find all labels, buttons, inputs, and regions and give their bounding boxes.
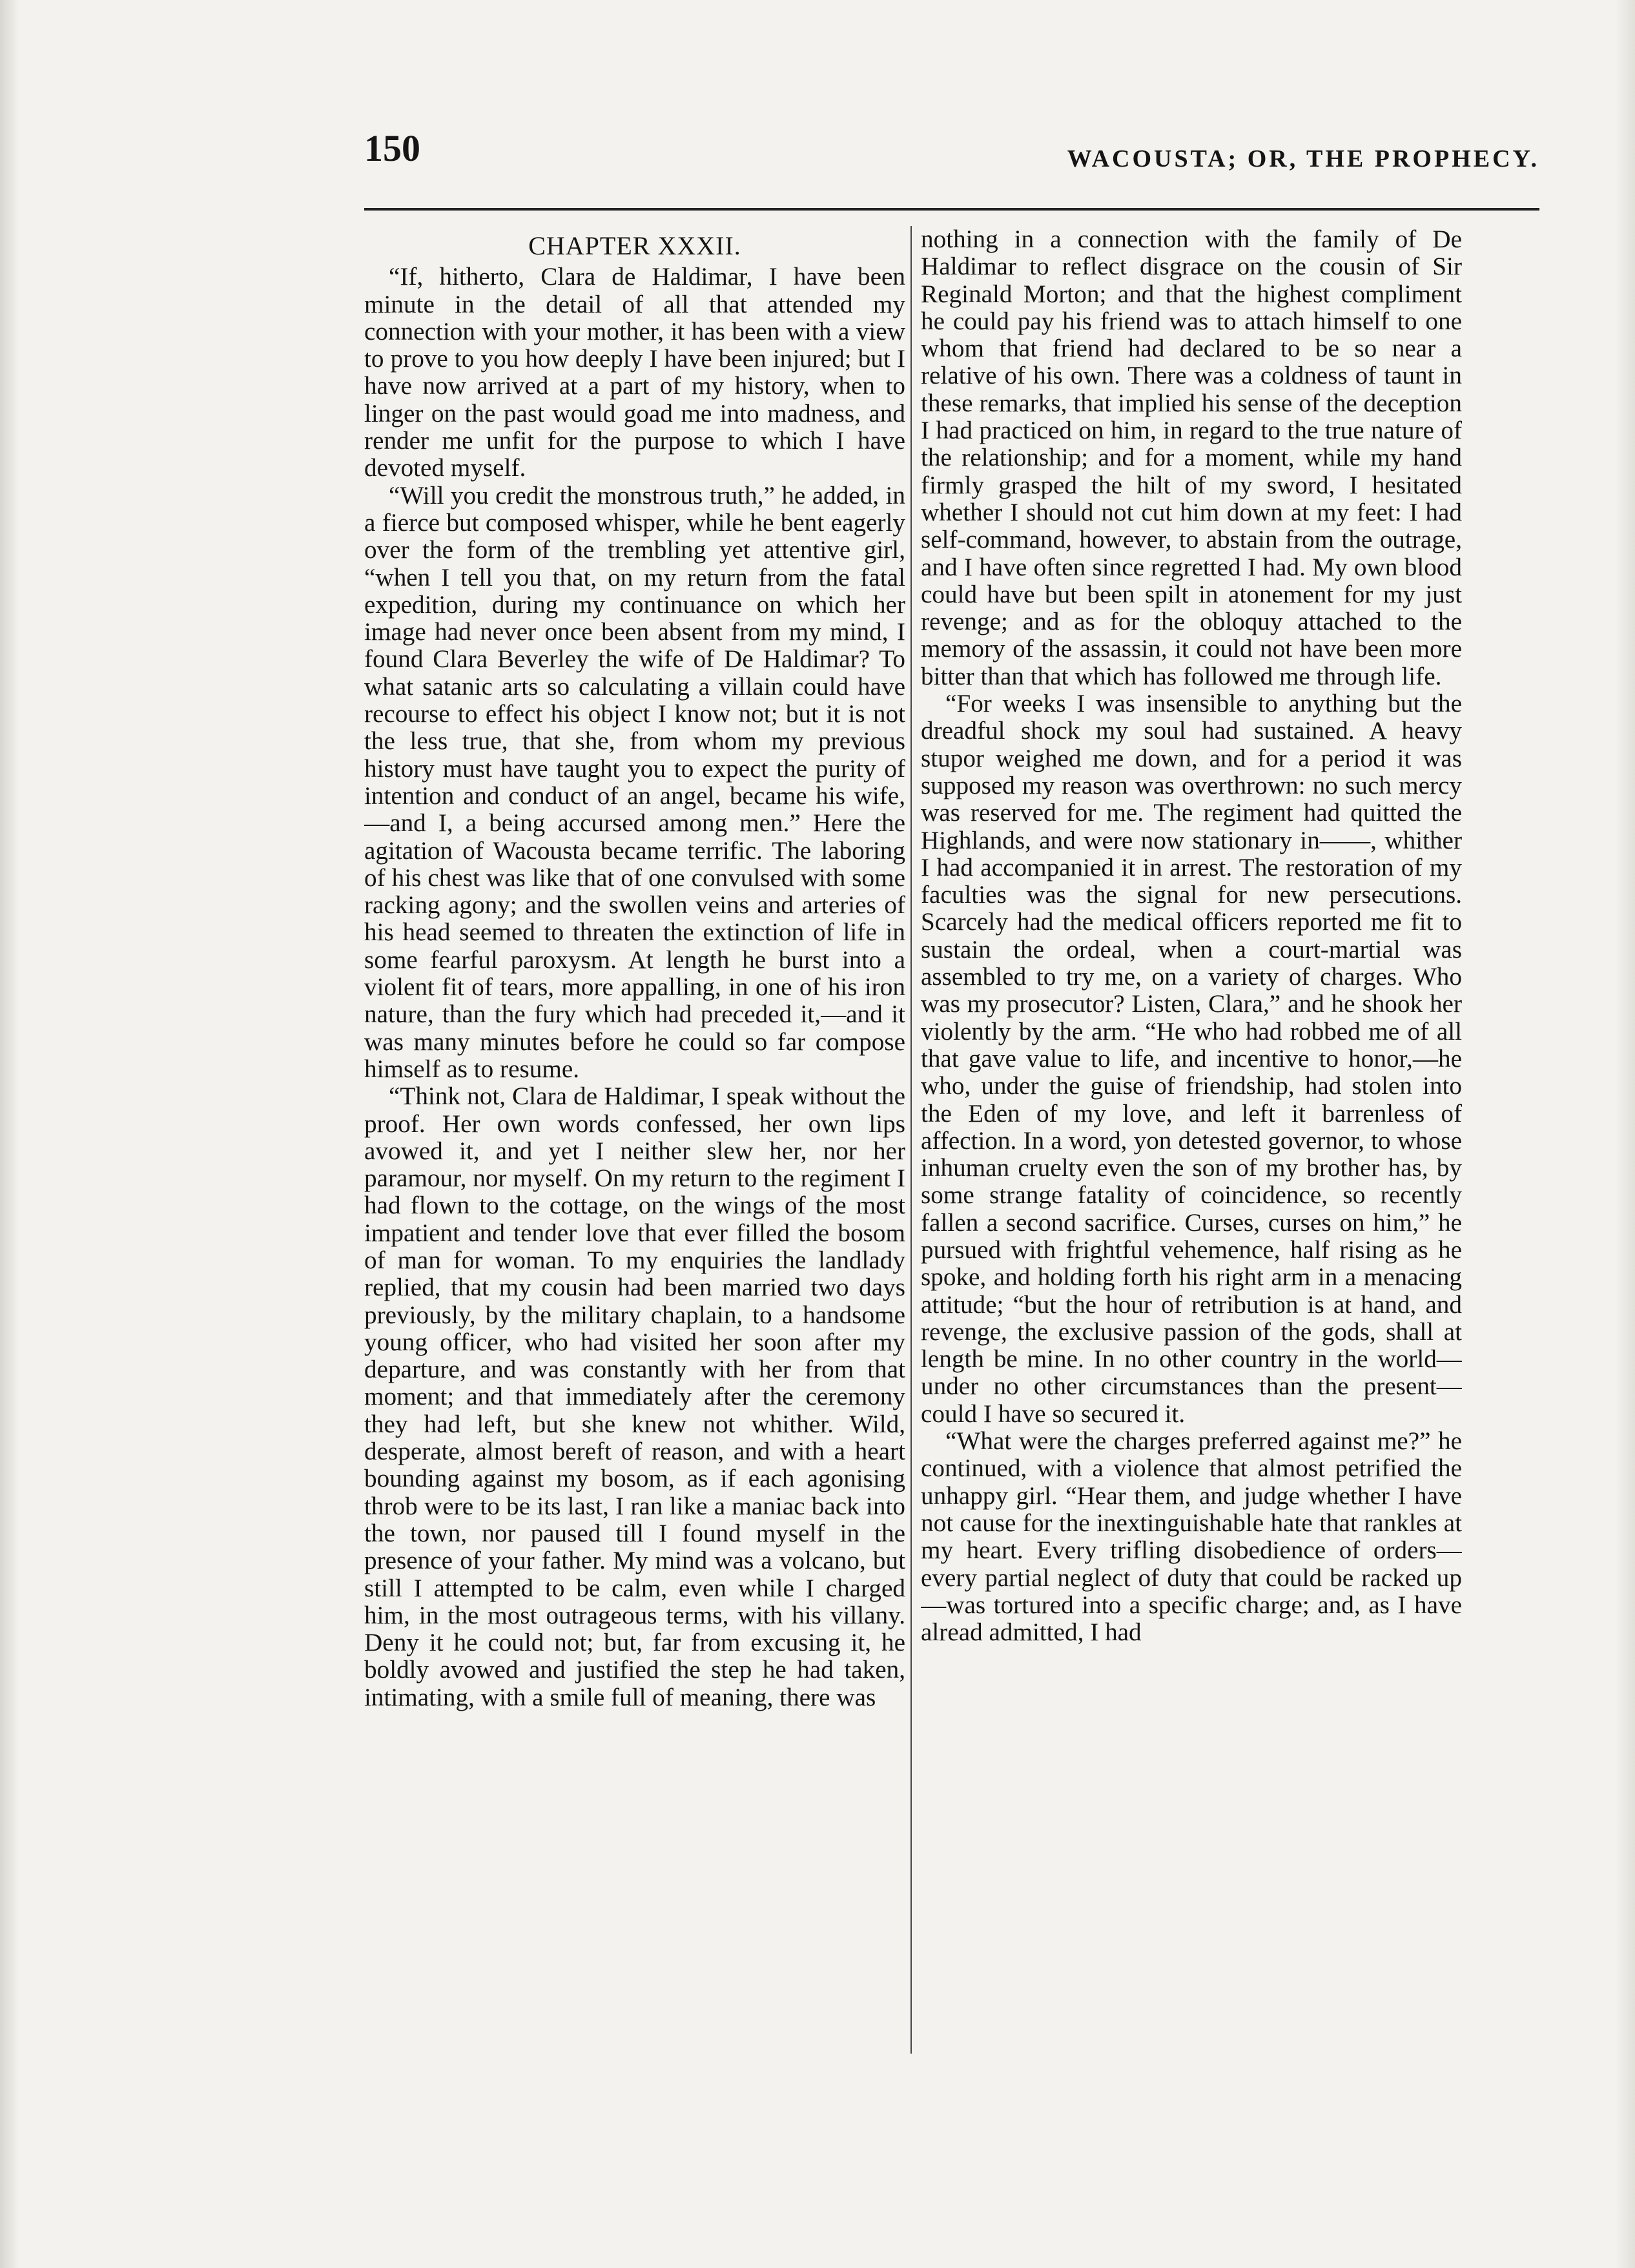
column-divider [910,226,912,2054]
paragraph-continued: nothing in a connection with the family of De Haldimar to reflect disgrace on the cousin of Sir Reginald Morton; and that the highest compliment he could pay his friend was to attach himself to one whom that friend had declared to be so near a relative of his own. There was a coldness of taunt in these remarks, that implied his sense of the deception I had practiced on him, in regard to the true nature of the relationship; and for a moment, while my hand firmly grasped the hilt of my sword, I hesitated whether I should not cut him down at my feet: I had self-command, however, to abstain from the outrage, and I have often since regretted I had. My own blood could have but been spilt in atonement for my just revenge; and as for the obloquy attached to the memory of the assassin, it could not have been more bitter than that which has followed me through life. [921,226,1462,690]
chapter-heading: CHAPTER XXXII. [528,231,741,260]
paragraph: “For weeks I was insensible to anything but the dreadful shock my soul had sustained. A heavy stupor weighed me down, and for a period it was supposed my reason was overthrown: no such mercy was reserved for me. The regiment had quitted the Highlands, and were now stationary in——, whither I had accompanied it in arrest. The restoration of my faculties was the signal for new persecutions. Scarcely had the medical officers reported me fit to sustain the ordeal, when a court-martial was assembled to try me, on a variety of charges. Who was my prosecutor? Listen, Clara,” and he shook her violently by the arm. “He who had robbed me of all that gave value to life, and incentive to honor,—he who, under the guise of friendship, had stolen into the Eden of my love, and left it barrenless of affection. In a word, yon detested governor, to whose inhuman cruelty even the son of my brother has, by some strange fatality of coincidence, so recently fallen a second sacrifice. Curses, curses on him,” he pursued with frightful vehemence, half rising as he spoke, and holding forth his right arm in a menacing attitude; “but the hour of retribution is at hand, and revenge, the exclusive passion of the gods, shall at length be mine. In no other country in the world—under no other circumstances than the present—could I have so secured it. [921,690,1462,1428]
running-title: WACOUSTA; OR, THE PROPHECY. [1067,145,1539,172]
right-column [921,226,1462,2054]
page-number: 150 [364,127,420,169]
paragraph: “What were the charges preferred against me?” he continued, with a violence that almost petrified the unhappy girl. “Hear them, and judge whether I have not cause for the inextinguishable hate that rankles at my heart. Every trifling disobedience of orders—every partial neglect of duty that could be racked up—was tortured into a specific charge; and, as I have alread admitted, I had [921,1427,1462,1647]
page-header [364,123,1539,181]
left-column [364,226,905,2054]
paragraph: “If, hitherto, Clara de Haldimar, I have been minute in the detail of all that attended my connection with your mother, it has been with a view to prove to you how deeply I have been injured; but I have now arrived at a part of my history, when to linger on the past would goad me into madness, and render me unfit for the purpose to which I have devoted myself. [364,263,905,482]
paragraph: “Will you credit the monstrous truth,” he added, in a fierce but composed whisper, while he bent eagerly over the form of the trembling yet attentive girl, “when I tell you that, on my return from the fatal expedition, during my continuance on which her image had never once been absent from my mind, I found Clara Beverley the wife of De Haldimar? To what satanic arts so calculating a villain could have recourse to effect his object I know not; but it is not the less true, that she, from whom my previous history must have taught you to expect the purity of intention and conduct of an angel, became his wife,—and I, a being accursed among men.” Here the agitation of Wacousta became terrific. The laboring of his chest was like that of one convulsed with some racking agony; and the swollen veins and arteries of his head seemed to threaten the extinction of life in some fearful paroxysm. At length he burst into a violent fit of tears, more appalling, in one of his iron nature, than the fury which had preceded it,—and it was many minutes before he could so far compose himself as to resume. [364,481,905,1083]
page-gutter-shadow [0,0,19,2268]
paragraph: “Think not, Clara de Haldimar, I speak without the proof. Her own words confessed, her own lips avowed it, and yet I neither slew her, nor her paramour, nor myself. On my return to the regiment I had flown to the cottage, on the wings of the most impatient and tender love that ever filled the bosom of man for woman. To my enquiries the landlady replied, that my cousin had been married two days previously, by the military chaplain, to a handsome young officer, who had visited her soon after my departure, and was constantly with her from that moment; and that immediately after the ceremony they had left, but she knew not whither. Wild, desperate, almost bereft of reason, and with a heart bounding against my bosom, as if each agonising throb were to be its last, I ran like a maniac back into the town, nor paused till I found myself in the presence of your father. My mind was a volcano, but still I attempted to be calm, even while I charged him, in the most outrageous terms, with his villany. Deny it he could not; but, far from excusing it, he boldly avowed and justified the step he had taken, intimating, with a smile full of meaning, there was [364,1082,905,1711]
header-rule [364,208,1539,211]
page-edge-shadow [1616,0,1635,2268]
